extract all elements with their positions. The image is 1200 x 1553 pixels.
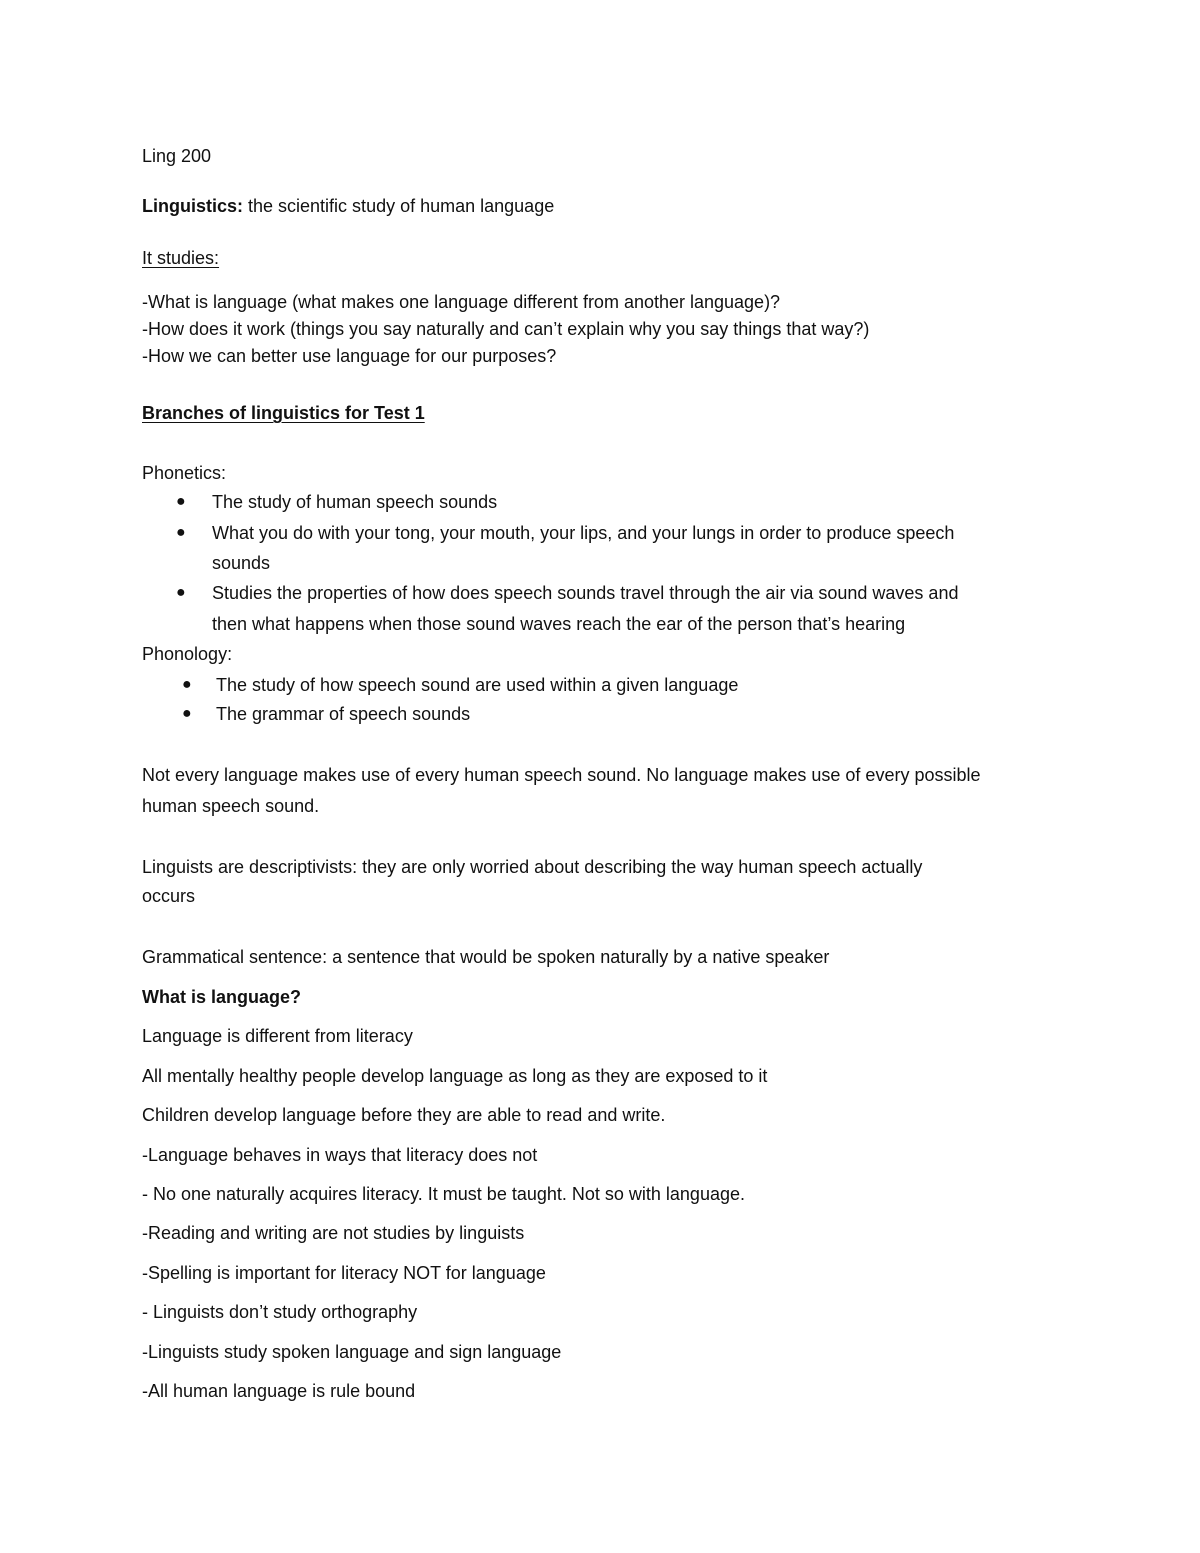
what-is-line: -Spelling is important for literacy NOT for language	[142, 1263, 546, 1283]
branches-heading: Branches of linguistics for Test 1	[142, 403, 425, 423]
paragraph-not-every: Not every language makes use of every human speech sound. No language makes use of every possible	[142, 765, 981, 785]
what-is-line: -Linguists study spoken language and sign language	[142, 1342, 562, 1362]
paragraph-descriptivists-continued: occurs	[142, 886, 196, 906]
phonology-bullet: The study of how speech sound are used within a given language	[216, 675, 739, 695]
bullet-icon: ●	[176, 584, 186, 601]
bullet-icon: ●	[176, 524, 186, 541]
phonology-bullet: The grammar of speech sounds	[216, 704, 471, 724]
studies-item: -How we can better use language for our purposes?	[142, 346, 557, 366]
what-is-line: - No one naturally acquires literacy. It must be taught. Not so with language.	[142, 1184, 745, 1204]
what-is-line: Language is different from literacy	[142, 1026, 413, 1046]
definition-text: the scientific study of human language	[243, 196, 555, 216]
phonetics-bullet: What you do with your tong, your mouth, your lips, and your lungs in order to produce speech	[212, 523, 955, 543]
linguistics-definition	[142, 194, 554, 218]
what-is-language-heading: What is language?	[142, 987, 302, 1007]
studies-item: -What is language (what makes one language different from another language)?	[142, 292, 781, 312]
paragraph-descriptivists: Linguists are descriptivists: they are only worried about describing the way human speech actually	[142, 857, 923, 877]
phonology-heading: Phonology:	[142, 644, 233, 664]
bullet-icon: ●	[176, 493, 186, 510]
what-is-line: Children develop language before they are able to read and write.	[142, 1105, 666, 1125]
definition-term: Linguistics:	[142, 196, 244, 216]
studies-heading: It studies:	[142, 248, 220, 268]
course-title: Ling 200	[142, 146, 212, 166]
what-is-line: -Language behaves in ways that literacy does not	[142, 1145, 538, 1165]
paragraph-grammatical: Grammatical sentence: a sentence that would be spoken naturally by a native speaker	[142, 947, 830, 967]
studies-item: -How does it work (things you say naturally and can’t explain why you say things that way?)	[142, 319, 870, 339]
phonetics-bullet-continued: then what happens when those sound waves reach the ear of the person that’s hearing	[212, 614, 906, 634]
phonetics-heading: Phonetics:	[142, 463, 227, 483]
what-is-line: All mentally healthy people develop language as long as they are exposed to it	[142, 1066, 768, 1086]
bullet-icon: ●	[182, 705, 192, 722]
bullet-icon: ●	[182, 676, 192, 693]
what-is-line: - Linguists don’t study orthography	[142, 1302, 418, 1322]
what-is-line: -Reading and writing are not studies by linguists	[142, 1223, 525, 1243]
paragraph-not-every-continued: human speech sound.	[142, 796, 320, 816]
phonetics-bullet: Studies the properties of how does speech sounds travel through the air via sound waves and	[212, 583, 959, 603]
phonetics-bullet-continued: sounds	[212, 553, 271, 573]
what-is-line: -All human language is rule bound	[142, 1381, 416, 1401]
phonetics-bullet: The study of human speech sounds	[212, 492, 498, 512]
